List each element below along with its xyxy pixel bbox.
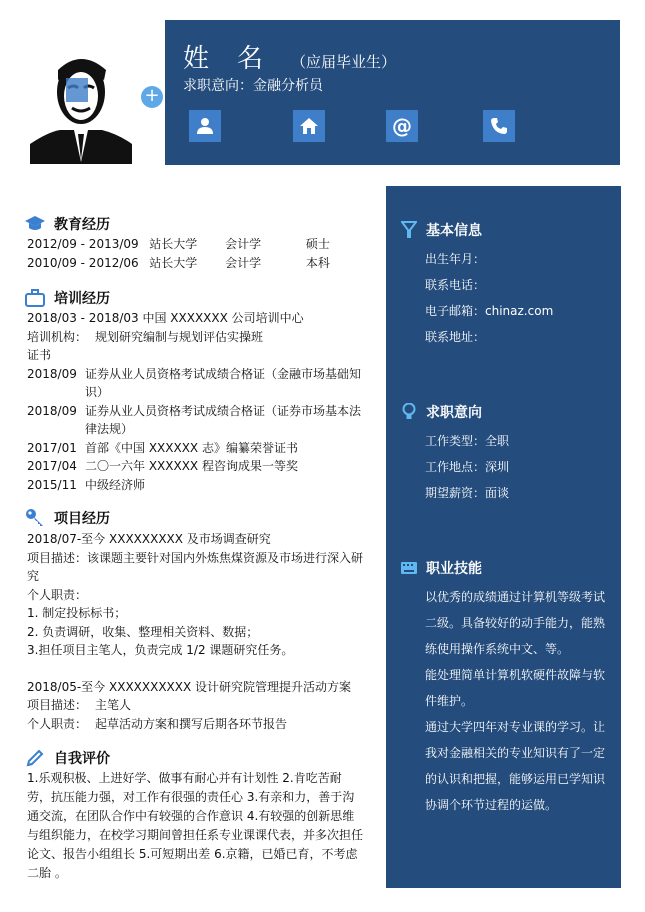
briefcase-icon	[24, 288, 46, 308]
job-salary-line: 期望薪资：面谈	[425, 486, 510, 500]
key-icon	[24, 508, 46, 528]
cert-item: 2017/01 首部《中国 XXXXXX 志》编纂荣誉证书	[27, 440, 298, 455]
keyboard-icon	[400, 559, 418, 577]
duty-item: 3.担任项目主笔人，负责完成 1/2 课题研究任务。	[27, 643, 294, 657]
name-text: 姓名	[183, 44, 292, 74]
graduation-cap-icon	[24, 214, 46, 234]
skill-paragraph: 以优秀的成绩通过计算机等级考试二级。具备较好的动手能力，能熟练使用操作系统中文、等。	[425, 590, 606, 656]
training-header-line: 2018/03 - 2018/03 中国 XXXXXXX 公司培训中心	[27, 311, 304, 325]
education-title: 教育经历	[24, 214, 110, 234]
duty-item: 1. 制定投标标书；	[27, 606, 127, 620]
header-intent	[183, 75, 323, 95]
project-2-desc: 项目描述： 主笔人	[27, 698, 132, 712]
job-place-line: 工作地点：深圳	[425, 460, 510, 474]
cert-item: 2017/04 二〇一六年 XXXXXX 程咨询成果一等奖	[27, 459, 298, 473]
education-row: 2012/09 - 2013/09 站长大学 会计学 硕士	[27, 237, 330, 251]
job-type-line: 工作类型：全职	[425, 434, 510, 448]
projects-title: 项目经历	[24, 508, 110, 528]
intent-label: 求职意向：	[183, 78, 253, 94]
skill-paragraph: 能处理简单计算机软硬件故障与软件维护。	[425, 668, 606, 708]
email-line: 电子邮箱：chinaz.com	[425, 304, 554, 318]
contact-icons	[189, 110, 609, 142]
side-panel	[386, 186, 621, 888]
profile-photo	[30, 34, 132, 164]
cert-item: 2018/09 证券从业人员资格考试成绩合格证（证券市场基本法律法规）	[27, 403, 362, 436]
pencil-icon	[24, 748, 46, 768]
training-org: 培训机构： 规划研究编制与规划评估实操班	[27, 329, 264, 344]
project-2-head: 2018/05-至今 XXXXXXXXXX 设计研究院管理提升活动方案	[27, 679, 352, 694]
name-note: （应届毕业生）	[291, 53, 397, 71]
education-row: 2010/09 - 2012/06 站长大学 会计学 本科	[27, 255, 330, 270]
home-icon[interactable]	[293, 110, 325, 142]
cert-label: 证书	[27, 348, 52, 362]
projects-list	[27, 530, 365, 733]
job-intent-section: 求职意向 工作类型：全职 工作地点：深圳 期望薪资：面谈	[400, 402, 610, 506]
project-1-duty-label: 个人职责：	[27, 587, 88, 602]
skills-section: 职业技能 以优秀的成绩通过计算机等级考试二级。具备较好的动手能力，能熟练使用操作系统中文、等。 能处理简单计算机软硬件故障与软件维护。 通过大学四年对专业课的学习。让我对金融相关的专业知识有了一定的认识和把握，能够运用已学知识协调个环节过程的运做。	[400, 558, 610, 818]
at-icon[interactable]: @	[386, 110, 418, 142]
lightbulb-icon	[400, 403, 418, 421]
training-list	[27, 309, 365, 494]
self-eval-title: 自我评价	[24, 748, 110, 768]
skill-paragraph: 通过大学四年对专业课的学习。让我对金融相关的专业知识有了一定的认识和把握，能够运用已学知识协调个环节过程的运做。	[425, 720, 606, 812]
training-title: 培训经历	[24, 288, 110, 308]
intent-value: 金融分析员	[253, 78, 323, 94]
birth-line: 出生年月：	[425, 252, 486, 266]
address-line: 联系地址：	[425, 330, 486, 344]
phone-icon[interactable]	[483, 110, 515, 142]
add-photo-button[interactable]: +	[141, 86, 163, 108]
education-list	[27, 235, 365, 272]
cert-item: 2015/11 中级经济师	[27, 477, 146, 492]
cert-item: 2018/09 证券从业人员资格考试成绩合格证（金融市场基础知识）	[27, 366, 362, 399]
phone-line: 联系电话：	[425, 278, 486, 292]
user-icon[interactable]	[189, 110, 221, 142]
duty-item: 2. 负责调研，收集、整理相关资料、数据；	[27, 624, 259, 639]
project-1-desc: 项目描述：该课题主要针对国内外炼焦煤资源及市场进行深入研究	[27, 550, 364, 583]
header-band	[165, 20, 620, 165]
project-2-duty: 个人职责： 起草活动方案和撰写后期各环节报告	[27, 716, 288, 731]
project-1-head: 2018/07-至今 XXXXXXXXX 及市场调查研究	[27, 532, 271, 546]
basic-info-section: 基本信息 出生年月： 联系电话： 电子邮箱：chinaz.com 联系地址：	[400, 220, 610, 350]
name-line	[183, 38, 396, 75]
self-eval-text: 1.乐观积极、上进好学、做事有耐心并有计划性 2.肯吃苦耐劳，抗压能力强，对工作有很强的责任心 3.有亲和力，善于沟通交流，在团队合作中有较强的合作意识 4.有较强的创新思维与组织能力，在校学习期间曾担任系专业课课代表，并多次担任论文、报告小组组长 5.可短期出差 6.京籍，已婚已育，不考虑二胎 。	[27, 771, 364, 880]
funnel-icon	[400, 221, 418, 239]
